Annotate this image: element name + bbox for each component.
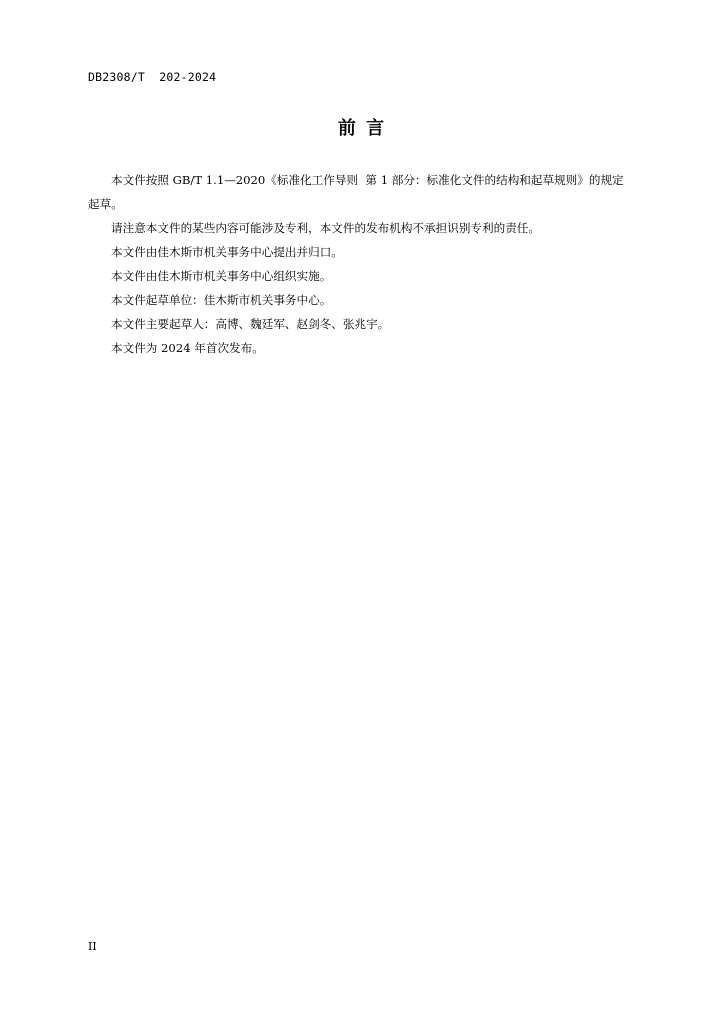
page-title: 前 言 [337, 118, 387, 139]
paragraph-release-info: 本文件为 2024 年首次发布。 [111, 341, 264, 355]
paragraph-standard-basis: 本文件按照 GB/T 1.1—2020《标准化工作导则 第 1 部分：标准化文件的结构和起草规则》的规定 [111, 173, 624, 187]
paragraph-patent-notice: 请注意本文件的某些内容可能涉及专利，本文件的发布机构不承担识别专利的责任。 [111, 221, 540, 235]
paragraph-standard-basis-continued: 起草。 [88, 197, 123, 211]
paragraph-proposer: 本文件由佳木斯市机关事务中心提出并归口。 [111, 245, 343, 259]
foreword-body [88, 168, 660, 360]
paragraph-drafters: 本文件主要起草人：高博、魏廷军、赵剑冬、张兆宇。 [111, 317, 390, 331]
paragraph-drafting-unit: 本文件起草单位：佳木斯市机关事务中心。 [111, 293, 332, 307]
paragraph-implementer: 本文件由佳木斯市机关事务中心组织实施。 [111, 269, 332, 283]
document-code: DB2308/T 202-2024 [88, 70, 217, 84]
page-number: II [88, 940, 97, 953]
